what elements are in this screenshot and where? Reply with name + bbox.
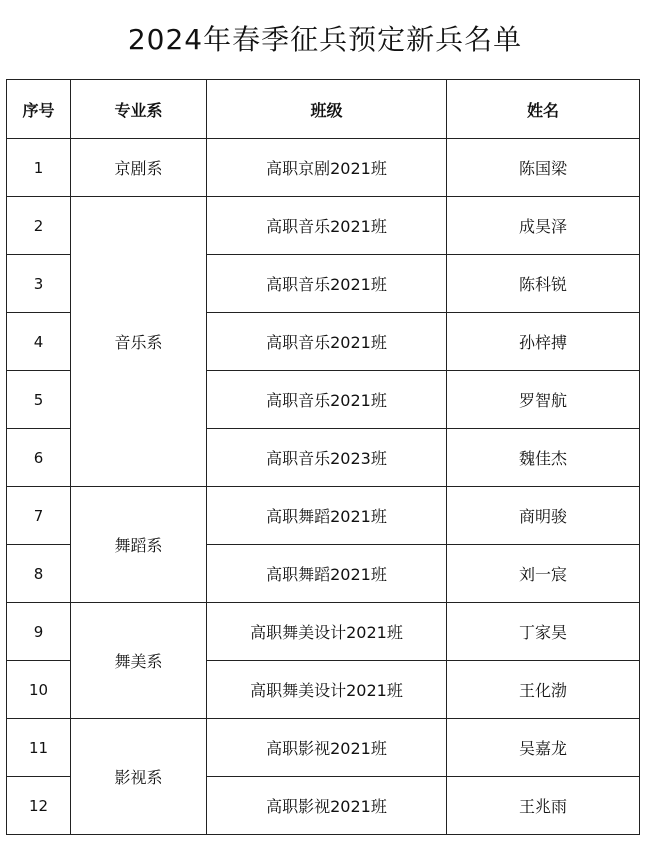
name-cell: 吴嘉龙 bbox=[447, 719, 640, 777]
department-cell: 影视系 bbox=[71, 719, 207, 835]
header-index: 序号 bbox=[7, 80, 71, 139]
department-cell: 音乐系 bbox=[71, 197, 207, 487]
class-cell: 高职音乐2021班 bbox=[207, 313, 447, 371]
row-number: 6 bbox=[7, 429, 71, 487]
row-number: 2 bbox=[7, 197, 71, 255]
table-row bbox=[7, 719, 640, 777]
row-number: 1 bbox=[7, 139, 71, 197]
table-row bbox=[7, 139, 640, 197]
page-title: 2024年春季征兵预定新兵名单 bbox=[127, 23, 523, 56]
row-number: 4 bbox=[7, 313, 71, 371]
roster-table bbox=[6, 79, 640, 835]
row-number: 11 bbox=[7, 719, 71, 777]
class-cell: 高职影视2021班 bbox=[207, 719, 447, 777]
row-number: 3 bbox=[7, 255, 71, 313]
row-number: 7 bbox=[7, 487, 71, 545]
name-cell: 王化渤 bbox=[447, 661, 640, 719]
table-row bbox=[7, 487, 640, 545]
row-number: 5 bbox=[7, 371, 71, 429]
header-class: 班级 bbox=[207, 80, 447, 139]
department-cell: 京剧系 bbox=[71, 139, 207, 197]
class-cell: 高职舞美设计2021班 bbox=[207, 603, 447, 661]
name-cell: 陈科锐 bbox=[447, 255, 640, 313]
class-cell: 高职舞美设计2021班 bbox=[207, 661, 447, 719]
class-cell: 高职京剧2021班 bbox=[207, 139, 447, 197]
class-cell: 高职影视2021班 bbox=[207, 777, 447, 835]
name-cell: 刘一宸 bbox=[447, 545, 640, 603]
header-name: 姓名 bbox=[447, 80, 640, 139]
name-cell: 王兆雨 bbox=[447, 777, 640, 835]
name-cell: 魏佳杰 bbox=[447, 429, 640, 487]
class-cell: 高职音乐2023班 bbox=[207, 429, 447, 487]
name-cell: 成昊泽 bbox=[447, 197, 640, 255]
table-header-row bbox=[7, 80, 640, 139]
name-cell: 陈国梁 bbox=[447, 139, 640, 197]
class-cell: 高职音乐2021班 bbox=[207, 255, 447, 313]
row-number: 9 bbox=[7, 603, 71, 661]
class-cell: 高职舞蹈2021班 bbox=[207, 487, 447, 545]
name-cell: 罗智航 bbox=[447, 371, 640, 429]
name-cell: 商明骏 bbox=[447, 487, 640, 545]
row-number: 10 bbox=[7, 661, 71, 719]
row-number: 12 bbox=[7, 777, 71, 835]
department-cell: 舞美系 bbox=[71, 603, 207, 719]
table-row bbox=[7, 603, 640, 661]
row-number: 8 bbox=[7, 545, 71, 603]
class-cell: 高职舞蹈2021班 bbox=[207, 545, 447, 603]
table-row bbox=[7, 197, 640, 255]
class-cell: 高职音乐2021班 bbox=[207, 371, 447, 429]
department-cell: 舞蹈系 bbox=[71, 487, 207, 603]
name-cell: 孙梓搏 bbox=[447, 313, 640, 371]
class-cell: 高职音乐2021班 bbox=[207, 197, 447, 255]
name-cell: 丁家昊 bbox=[447, 603, 640, 661]
header-department: 专业系 bbox=[71, 80, 207, 139]
